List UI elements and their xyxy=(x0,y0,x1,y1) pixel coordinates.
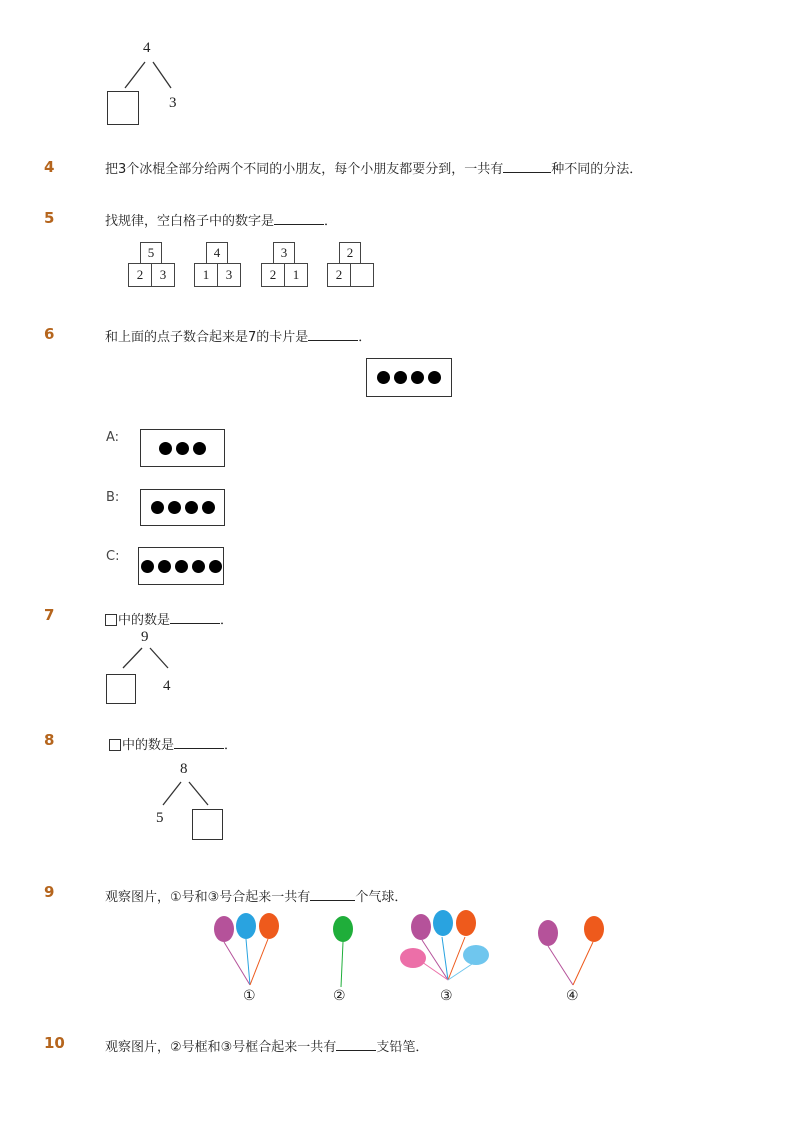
dot xyxy=(141,560,154,573)
question-text-part: 观察图片，②号框和③号框合起来一共有 xyxy=(105,1040,337,1055)
question-text xyxy=(105,886,407,905)
answer-blank[interactable] xyxy=(310,888,355,901)
balloon-label-1: ① xyxy=(243,988,256,1004)
balloon-orange xyxy=(456,910,476,936)
question-text-part: 种不同的分法． xyxy=(551,162,643,177)
question-text xyxy=(105,210,337,229)
dot xyxy=(185,501,198,514)
square-icon xyxy=(105,614,117,626)
pattern-bottom-left-cell: 2 xyxy=(128,263,152,287)
top-number-tree xyxy=(105,38,195,133)
question-text-part: 中的数是 xyxy=(118,613,171,628)
question-number: 5 xyxy=(44,209,55,227)
balloon-pink xyxy=(400,948,426,968)
dot xyxy=(202,501,215,514)
question-text-part: 和上面的点子数合起来是7的卡片是 xyxy=(105,330,309,345)
question-number: 4 xyxy=(44,158,55,176)
balloon-purple xyxy=(538,920,558,946)
question-text-part: ． xyxy=(220,613,234,628)
question-text xyxy=(105,1036,428,1055)
question-text-part: 把3个冰棍全部分给两个不同的小朋友，每个小朋友都要分到，一共有 xyxy=(105,162,504,177)
dot xyxy=(151,501,164,514)
dot xyxy=(168,501,181,514)
answer-box xyxy=(107,91,139,125)
balloon-bunch-2 xyxy=(333,916,353,987)
option-label: C: xyxy=(106,549,120,564)
dot xyxy=(159,442,172,455)
question-text-part: ． xyxy=(224,738,238,753)
balloon-light-blue xyxy=(463,945,489,965)
pattern-top-cell: 3 xyxy=(273,242,295,264)
dot xyxy=(175,560,188,573)
dot xyxy=(158,560,171,573)
question-text-part: ． xyxy=(324,214,338,229)
balloons-figure xyxy=(200,905,620,1010)
question-text xyxy=(109,734,237,753)
question-text-part: 观察图片，①号和③号合起来一共有 xyxy=(105,890,311,905)
balloon-bunch-4 xyxy=(538,916,604,985)
number-tree xyxy=(104,628,194,708)
question-text-part: ． xyxy=(358,330,372,345)
question-text-part: 个气球． xyxy=(355,890,408,905)
option-a-card[interactable] xyxy=(140,429,225,467)
balloon-blue xyxy=(433,910,453,936)
pattern-bottom-left-cell: 2 xyxy=(261,263,285,287)
dot xyxy=(192,560,205,573)
dot xyxy=(394,371,407,384)
tree-top-number: 4 xyxy=(143,40,151,56)
dot xyxy=(411,371,424,384)
balloon-green xyxy=(333,916,353,942)
pattern-bottom-right-cell: 3 xyxy=(217,263,241,287)
balloon-bunch-3 xyxy=(400,910,489,980)
answer-blank[interactable] xyxy=(336,1038,376,1051)
balloon-label-4: ④ xyxy=(566,988,579,1004)
answer-blank[interactable] xyxy=(174,736,224,749)
question-text xyxy=(105,609,233,628)
dot xyxy=(209,560,222,573)
pattern-group xyxy=(128,242,176,288)
pattern-bottom-right-cell: 1 xyxy=(284,263,308,287)
balloon-bunch-1 xyxy=(214,913,279,985)
balloon-label-2: ② xyxy=(333,988,346,1004)
dot xyxy=(428,371,441,384)
balloon-purple xyxy=(214,916,234,942)
pattern-bottom-left-cell: 1 xyxy=(194,263,218,287)
pattern-group xyxy=(261,242,309,288)
balloon-label-3: ③ xyxy=(440,988,453,1004)
question-text-part: 找规律，空白格子中的数字是 xyxy=(105,214,275,229)
answer-box[interactable] xyxy=(192,809,223,840)
pattern-top-cell: 4 xyxy=(206,242,228,264)
answer-blank[interactable] xyxy=(170,611,220,624)
option-label: B: xyxy=(106,490,120,505)
dot-card-main xyxy=(366,358,452,397)
question-number: 7 xyxy=(44,606,55,624)
question-text-part: 支铅笔． xyxy=(376,1040,429,1055)
option-label: A: xyxy=(106,430,120,445)
answer-box[interactable] xyxy=(106,674,136,704)
pattern-bottom-right-cell: 3 xyxy=(151,263,175,287)
square-icon xyxy=(109,739,121,751)
question-number: 9 xyxy=(44,883,55,901)
answer-blank[interactable] xyxy=(308,328,358,341)
balloon-purple xyxy=(411,914,431,940)
answer-blank[interactable] xyxy=(503,160,551,173)
number-tree xyxy=(150,760,240,845)
pattern-blank-cell[interactable] xyxy=(350,263,374,287)
option-c-card[interactable] xyxy=(138,547,224,585)
dot xyxy=(377,371,390,384)
question-text xyxy=(105,326,371,345)
question-text-part: 中的数是 xyxy=(122,738,175,753)
tree-top-number: 9 xyxy=(141,629,149,645)
question-number: 10 xyxy=(44,1034,65,1052)
tree-top-number: 8 xyxy=(180,761,188,777)
pattern-group xyxy=(194,242,242,288)
tree-left-number: 5 xyxy=(156,810,164,826)
pattern-top-cell: 2 xyxy=(339,242,361,264)
pattern-bottom-left-cell: 2 xyxy=(327,263,351,287)
balloon-orange xyxy=(259,913,279,939)
pattern-group xyxy=(327,242,375,288)
tree-right-number: 4 xyxy=(163,678,171,694)
question-text xyxy=(105,158,642,177)
balloon-blue xyxy=(236,913,256,939)
option-b-card[interactable] xyxy=(140,489,225,526)
dot xyxy=(193,442,206,455)
question-number: 8 xyxy=(44,731,55,749)
question-number: 6 xyxy=(44,325,55,343)
pattern-top-cell: 5 xyxy=(140,242,162,264)
tree-right-number: 3 xyxy=(169,95,177,111)
balloon-orange xyxy=(584,916,604,942)
answer-blank[interactable] xyxy=(274,212,324,225)
dot xyxy=(176,442,189,455)
